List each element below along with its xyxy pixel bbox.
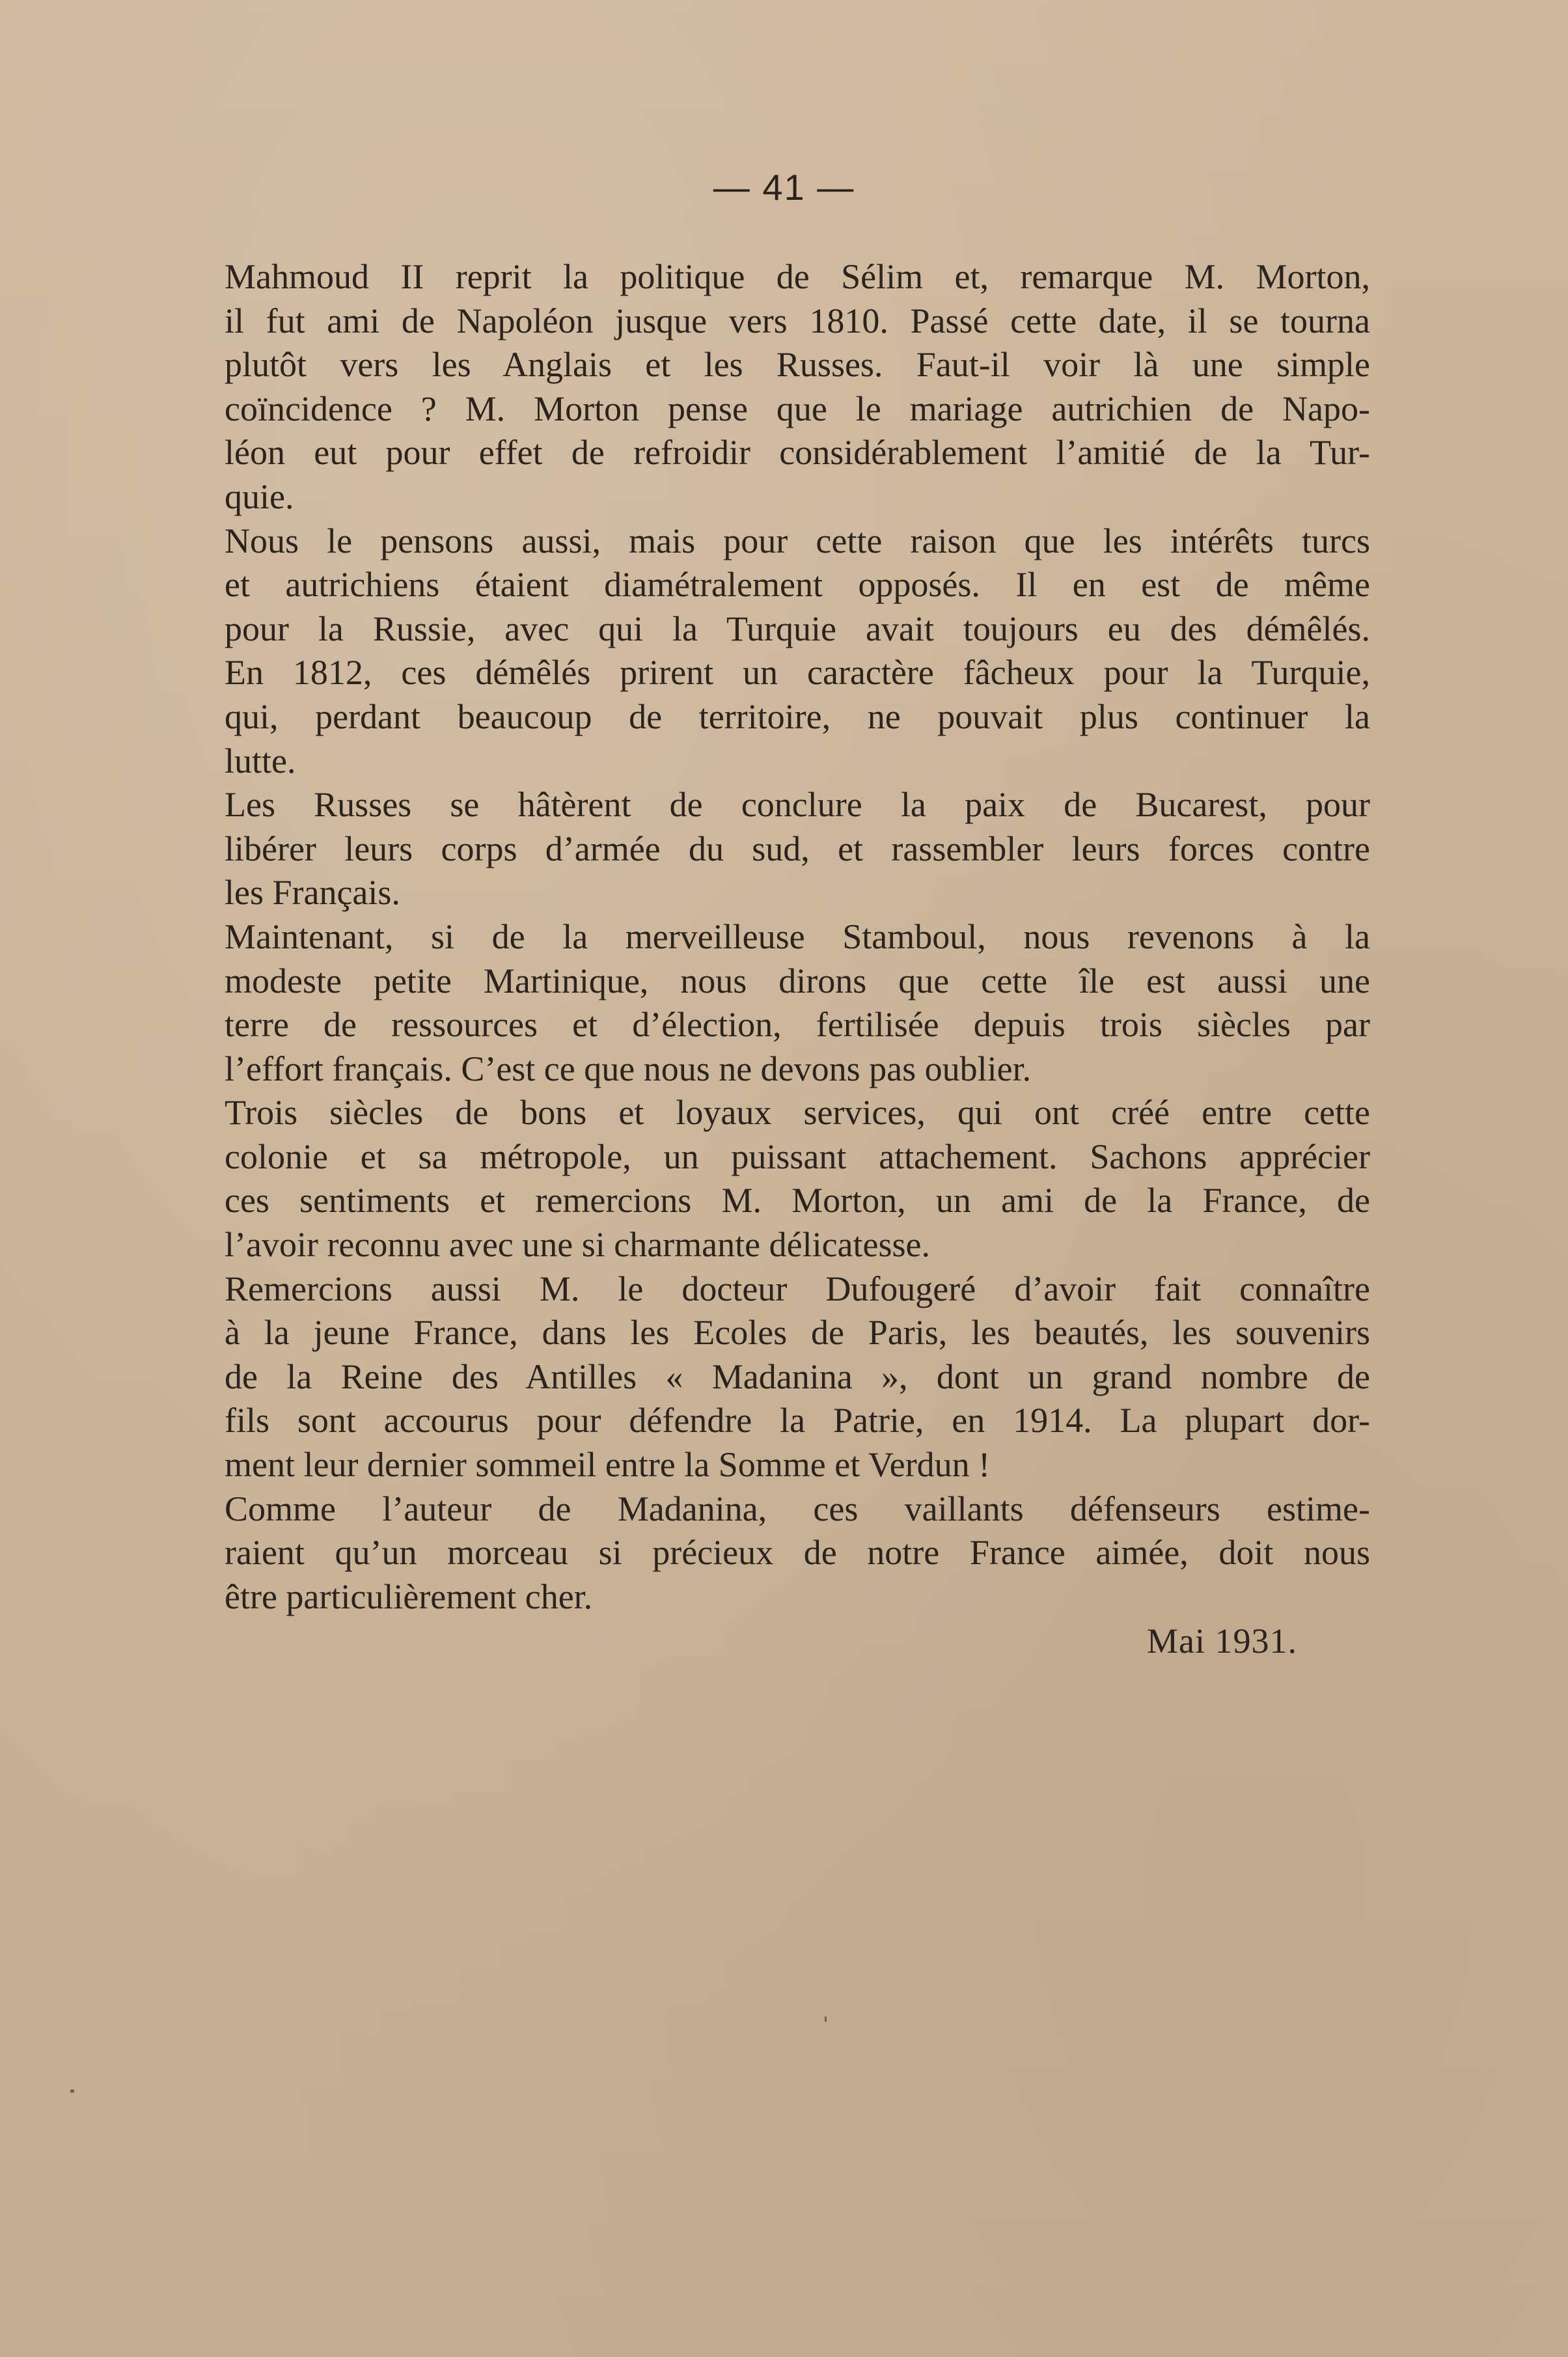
text-line: et autrichiens étaient diamétralement opposés. Il en est de même [225,565,1370,605]
text-line: En 1812, ces démêlés prirent un caractère fâcheux pour la Turquie, [225,653,1370,693]
paragraph-7 [184,1487,1370,1620]
text-line: colonie et sa métropole, un puissant attachement. Sachons apprécier [225,1137,1370,1176]
text-line: à la jeune France, dans les Ecoles de Paris, les beautés, les souvenirs [225,1313,1370,1353]
text-line: qui, perdant beaucoup de territoire, ne pouvait plus continuer la [225,696,1370,736]
text-line: léon eut pour effet de refroidir considérablement l’amitié de la Tur- [225,433,1370,473]
paragraph-5 [184,1091,1370,1267]
body-text [184,255,1370,1619]
page-number: — 41 — [713,167,855,208]
text-line: lutte. [225,741,296,780]
text-line: il fut ami de Napoléon jusque vers 1810. Passé cette date, il se tourna [225,301,1370,340]
text-line: Comme l’auteur de Madanina, ces vaillants défenseurs estime- [225,1489,1370,1528]
text-line: libérer leurs corps d’armée du sud, et rassembler leurs forces contre [225,829,1370,868]
text-line: l’effort français. C’est ce que nous ne devons pas oublier. [225,1049,1032,1088]
paragraph-4 [184,915,1370,1091]
text-line: raient qu’un morceau si précieux de notre France aimée, doit nous [225,1533,1370,1573]
text-line: l’avoir reconnu avec une si charmante délicatesse. [225,1225,930,1265]
paper-speck [70,2089,74,2093]
text-line: Les Russes se hâtèrent de conclure la paix de Bucarest, pour [225,785,1370,825]
paragraph-1 [184,255,1370,519]
text-line: Nous le pensons aussi, mais pour cette raison que les intérêts turcs [225,521,1370,560]
date-signature: Mai 1931. [1147,1621,1297,1661]
paragraph-3 [184,783,1370,915]
text-line: Maintenant, si de la merveilleuse Stamboul, nous revenons à la [225,917,1370,956]
text-line: terre de ressources et d’élection, fertilisée depuis trois siècles par [225,1005,1370,1045]
text-line: de la Reine des Antilles « Madanina », dont un grand nombre de [225,1357,1370,1396]
text-line: pour la Russie, avec qui la Turquie avait toujours eu des démêlés. [225,609,1370,648]
text-line: Mahmoud II reprit la politique de Sélim et, remarque M. Morton, [225,257,1370,296]
text-line: fils sont accourus pour défendre la Patrie, en 1914. La plupart dor- [225,1401,1370,1440]
paper-speck [825,2017,827,2022]
text-line: coïncidence ? M. Morton pense que le mariage autrichien de Napo- [225,389,1370,428]
paragraph-2 [184,519,1370,784]
text-line: Trois siècles de bons et loyaux services, qui ont créé entre cette [225,1093,1370,1133]
text-line: Remercions aussi M. le docteur Dufougeré d’avoir fait connaître [225,1269,1370,1308]
paragraph-6 [184,1267,1370,1487]
text-line: être particulièrement cher. [225,1577,593,1616]
text-line: plutôt vers les Anglais et les Russes. Faut-il voir là une simple [225,345,1370,385]
text-line: quie. [225,476,294,516]
text-line: les Français. [225,873,400,913]
text-line: modeste petite Martinique, nous dirons que cette île est aussi une [225,961,1370,1000]
text-line: ces sentiments et remercions M. Morton, un ami de la France, de [225,1181,1370,1220]
text-line: ment leur dernier sommeil entre la Somme et Verdun ! [225,1445,991,1485]
